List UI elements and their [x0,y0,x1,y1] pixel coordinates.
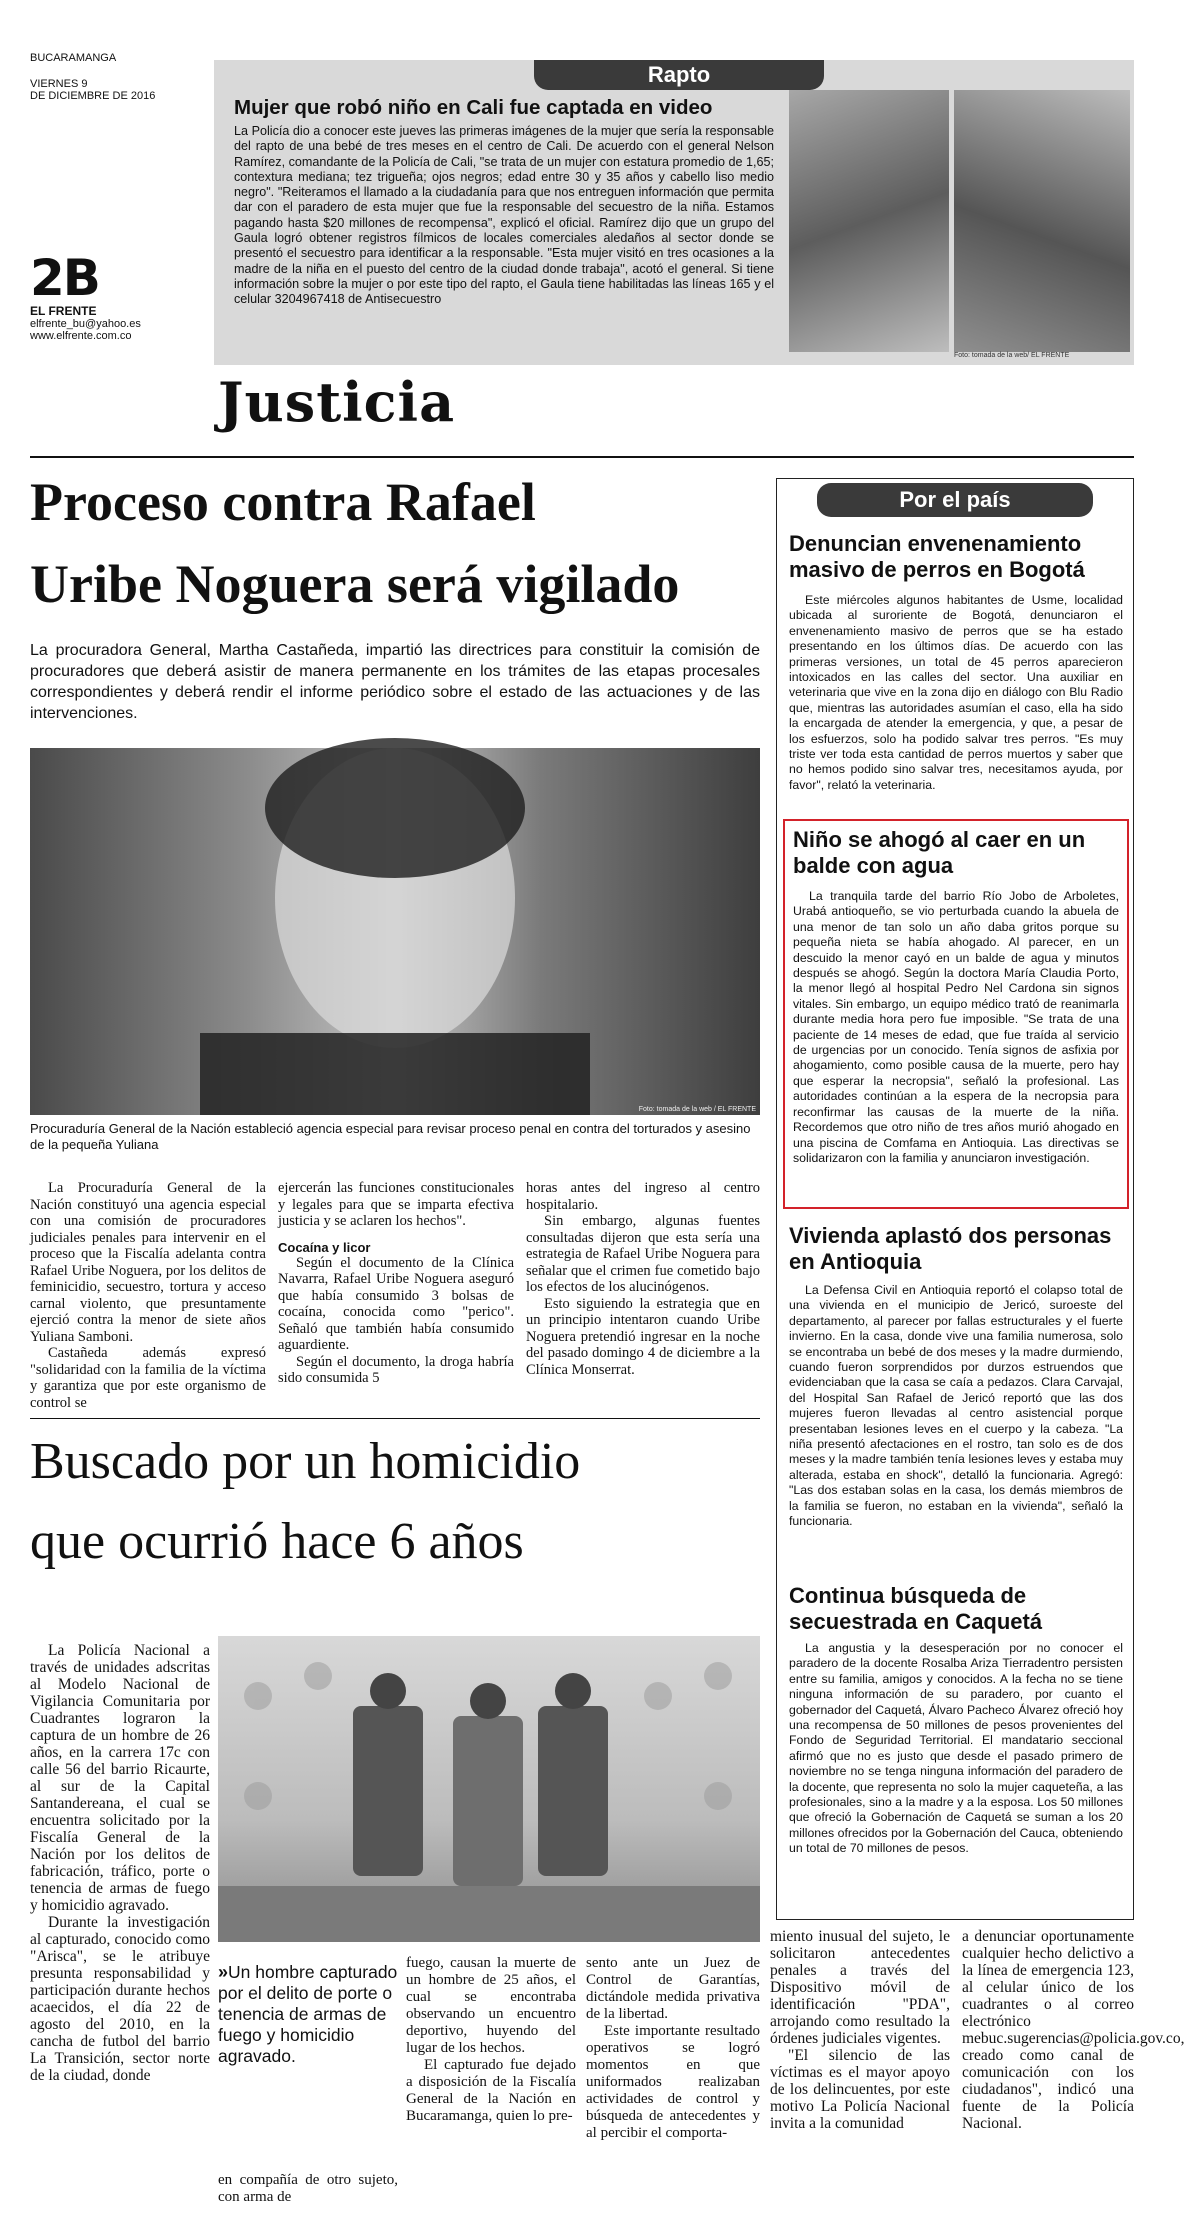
second-photo [218,1636,760,1942]
main-headline-line-2: Uribe Noguera será vigilado [30,554,680,614]
sidebar [776,478,1134,1920]
sidebar-item-body: La angustia y la desesperación por no conocer el paradero de la docente Rosalba Ariza Tierradentro persisten entre su familia, amigos y conocidos. A la fecha no se tiene ninguna información de su paradero, por cuanto el gobernador del Caquetá, Álvaro Pacheco Álvarez ofreció hoy una recompensa de 50 millones de pesos provenientes del Fondo de Seguridad Territorial. El mandatario seccional afirmó que no es justo que desde el pasado primero de noviembre no se tenga ninguna información del paradero de la docente, que representa no solo la mujer caqueteña, a las profesionales, sino a la madre y a la esposa. Los 50 millones que ofreció la Gobernación de Caquetá se suman a los 20 millones ofrecidos por la Gobernación del Cauca, obteniendo un total de 70 millones de pesos. [789,1641,1123,1856]
second-col6-p1: a denunciar oportunamente cualquier hecho delictivo a la línea de emergencia 123, al celular único de los cuadrantes o al correo electrónico mebuc.sugerencias@policia.gov.co, creado como canal de comunicación con los ciudadanos", indicó una fuente de la Policía Nacional. [962,1928,1184,2132]
website: www.elfrente.com.co [30,330,132,342]
main-col-3 [526,1180,760,1378]
sidebar-item [789,531,1123,793]
second-col5-p2: "El silencio de las víctimas es el mayor apoyo de los delincuentes, por este motivo La Policía Nacional invita a la comunidad [770,2047,950,2132]
rapto-photo-2 [954,90,1130,352]
main-col1-p2: Castañeda además expresó "solidaridad con la familia de la víctima y garantiza que por este organismo de control se [30,1345,266,1411]
rapto-body: La Policía dio a conocer este jueves las primeras imágenes de la mujer que sería la responsable del rapto de una bebé de tres meses en el centro de Cali. De acuerdo con el general Nelson Ramírez, comandante de la Policía de Cali, "se trata de un mujer con estatura promedio de 1,65; contextura mediana; tez trigueña; ojos negros; edad entre 30 y 35 años y cabello liso medio negro". "Reiteramos el llamado a la ciudadanía para que nos entreguen información que permita dar con el paradero de esta mujer que fue la responsable del secuestro de la niña. Estamos pagando hasta $20 millones de recompensa", explicó el oficial. Ramírez dijo que un grupo del Gaula logró obtener registros fílmicos de locales comerciales aledaños al sector donde se presentó el secuestro para identificar a la responsable. "Esta mujer visitó en tres ocasiones a la madre de la niña en el puesto del centro de la ciudad donde trabaja", acotó el general. Si tiene información sobre la mujer o por este tipo del rapto, el Gaula tiene habilitadas las líneas 165 y el celular 3204967418 de Antisecuestro [234,124,775,307]
sidebar-item-title: Denuncian envenenamiento masivo de perros en Bogotá [789,531,1085,582]
date-line-2: DE DICIEMBRE DE 2016 [30,90,156,102]
portrait-figure [30,748,760,1115]
second-col4-p1: sento ante un Juez de Control de Garantías, dictándole medida privativa de la libertad. [586,1955,760,2022]
second-col-1 [30,1642,210,2084]
second-col4-p2: Este importante resultado operativos se logró momentos en que uniformados realizaban actividades de control y búsqueda de antecedentes y al percibir el comporta- [586,2023,760,2141]
main-headline-line-1: Proceso contra Rafael [30,472,536,532]
second-col-4 [586,1955,760,2142]
sidebar-item-title: Niño se ahogó al caer en un balde con agua [793,827,1086,878]
sidebar-item-title: Vivienda aplastó dos personas en Antioquia [789,1223,1112,1274]
main-col2-p1: ejercerán las funciones constitucionales y legales para que se imparta efectiva justicia y se aclaren los hechos". [278,1180,514,1229]
main-col-1 [30,1180,266,1411]
city: BUCARAMANGA [30,52,117,64]
sidebar-item-body: La tranquila tarde del barrio Río Jobo de Arboletes, Urabá antioqueño, se vio perturbada cuando la abuela de una menor de tan solo un año daba gritos porque su pequeña nieta se había ahogado. Al parecer, en un descuido la menor cayó en un balde de agua y minutos después se ahogó. Según la doctora María Claudia Porto, la menor llegó al hospital Pedro Nel Cardona sin signos vitales. Sin embargo, un equipo médico trató de reanimarla durante media hora pero fue imposible. "Se trata de una paciente de 14 meses de edad, que fue traída al servicio de urgencias por un conocido. Tenía signos de asfixia por ahogamiento, como posible causa de la muerte, pero hay que esperar la necropsia", señaló la profesional. Las autoridades continúan a la espera de la necropsia para reconfirmar las causas de la muerte de la niña. Recordemos que otro niño de tres años murió ahogado en una piscina de Comfama en Antioquia. Las directivas se solidarizaron con la familia y anunciaron investigación. [793,889,1119,1165]
detainee-figures [218,1636,760,1942]
sidebar-item-body: La Defensa Civil en Antioquia reportó el colapso total de una vivienda en el municipio de Jericó, suroeste del departamento, al parecer por fallas estructurales y el fuerte invierno. En la casa, donde vive una familia numerosa, solo se encontraba un bebé de dos meses y la madre durmiendo, cuando fueron sorprendidos por durzos estruendos que evidenciaban que la casa se caía a pedazos. Clara Carvajal, del Hospital San Rafael de Jericó reportó que las dos mujeres fueron llevadas al centro asistencial porque presentaban lesiones leves en el cuerpo y la cabeza. "La niña presentó afectaciones en el rostro, tan solo es de dos meses y la madre también tenía lesiones leves y estaba muy alterada, estaba en shock", detalló la funcionaria. Agregó: "Las dos estaban solas en la casa, los demás miembros de la familia se fueron, no estaban en la vivienda", señaló la funcionaria. [789,1283,1123,1529]
main-col3-p2: Sin embargo, algunas fuentes consultadas dijeron que esta sería una estrategia de Rafael Uribe Noguera para señalar que el crimen fue cometido bajo los efectos de los alucinógenos. [526,1213,760,1295]
sidebar-item [789,1583,1123,1857]
rapto-tag: Rapto [534,60,824,90]
second-col1-p2: Durante la investigación al capturado, conocido como "Arisca", se le atribuye presunta responsabilidad y participación durante hechos acaecidos, el día 22 de agosto del 2010, en la cancha de futbol del barrio La Transición, sector norte de la ciudad, donde [30,1914,210,2084]
article-divider [30,1418,760,1419]
second-col3-p2: El capturado fue dejado a disposición de la Fiscalía General de la Nación en Bucaramanga, quien lo pre- [406,2057,576,2124]
section-rule [30,456,1134,458]
rapto-photo-1 [789,90,949,352]
second-headline-line-1: Buscado por un homicidio [30,1433,581,1490]
main-col-2 [278,1180,514,1387]
second-headline-line-2: que ocurrió hace 6 años [30,1513,524,1570]
main-col2-subhead: Cocaína y licor [278,1239,371,1255]
main-col2-p3: Según el documento, la droga habría sido consumida 5 [278,1353,514,1386]
pullquote-arrow-icon: » [218,1962,229,1982]
sidebar-tag: Por el país [817,483,1093,517]
second-col5-p1: miento inusual del sujeto, le solicitaron antecedentes penales a través del Dispositivo móvil de identificación "PDA", arrojando como resultado la órdenes judiciales vigentes. [770,1928,950,2047]
second-col1-p1: La Policía Nacional a través de unidades adscritas al Modelo Nacional de Vigilancia Comunitaria por Cuadrantes lograron la captura de un hombre de 26 años, en la carrera 17c con calle 56 del barrio Ricaurte, al sur de la Capital Santandereana, el cual se encuentra solicitado por la Fiscalía General de la Nación por los delitos de fabricación, tráfico, porte o tenencia de armas de fuego y homicidio agravado. [30,1642,210,1914]
main-col2-p2: Según el documento de la Clínica Navarra, Rafael Uribe Noguera aseguró que había consumido 3 bolsas de cocaína, conocida como "perico". Señaló que también había consumido aguardiente. [278,1254,514,1353]
main-lead: La procuradora General, Martha Castañeda, impartió las directrices para constituir la comisión de procuradores que deberá asistir de manera permanente en los trámites de las etapas procesales correspondientes y deberá rendir el informe periódico sobre el estado de las actuaciones y de las intervenciones. [30,642,760,722]
sidebar-item-highlighted [783,819,1129,1209]
second-col3-p1: fuego, causan la muerte de un hombre de 25 años, el cual se encontraba observando un encuentro deportivo, huyendo del lugar de los hechos. [406,1955,576,2056]
sidebar-item [789,1223,1123,1530]
pullquote-text: Un hombre capturado por el delito de porte o tenencia de armas de fuego y homicidio agravado. [218,1962,398,2066]
paper-name: EL FRENTE [30,304,97,318]
second-pullquote [218,1962,398,2067]
main-col3-p3: Esto siguiendo la estrategia que en un principio intentaron cuando Uribe Noguera pretendió ingresar en la noche del pasado domingo 4 de diciembre a la Clínica Monserrat. [526,1295,760,1378]
main-caption: Procuraduría General de la Nación estableció agencia especial para revisar proceso penal en contra del torturados y asesino de la pequeña Yuliana [30,1121,751,1152]
rapto-title: Mujer que robó niño en Cali fue captada en video [234,96,713,119]
rapto-box [214,60,1134,365]
second-col-3 [406,1955,576,2125]
main-photo-credit: Foto: tomada de la web / EL FRENTE [638,1106,756,1113]
section-title: Justicia [218,370,456,434]
second-col2-tail: en compañía de otro sujeto, con arma de [218,2172,398,2205]
date-line-1: VIERNES 9 [30,78,88,90]
masthead [30,52,220,382]
sidebar-item-title: Continua búsqueda de secuestrada en Caquetá [789,1583,1043,1634]
email: elfrente_bu@yahoo.es [30,318,141,330]
main-col1-p1: La Procuraduría General de la Nación constituyó una agencia especial con una comisión de procuradores judiciales penales para intervenir en el proceso que la Fiscalía adelanta contra Rafael Uribe Noguera, por los delitos de feminicidio, secuestro, tortura y acceso carnal violento, que presuntamente ejerció contra la menor de siete años Yuliana Samboni. [30,1180,266,1345]
rapto-photo-credit: Foto: tomada de la web/ EL FRENTE [954,352,1070,359]
page-number: 2B [30,249,99,307]
main-col3-p1: horas antes del ingreso al centro hospitalario. [526,1180,760,1213]
main-photo [30,748,760,1115]
second-col-6 [962,1928,1184,2132]
sidebar-item-body: Este miércoles algunos habitantes de Usme, localidad ubicada al suroriente de Bogotá, denunciaron el envenenamiento masivo de perros que se ha estado presentando en los últimos días. De acuerdo con las primeras versiones, un total de 45 perros aparecieron intoxicados en las calles del sector. Una auxiliar en veterinaria que vive en la zona dijo en diálogo con Blu Radio que, mientras las autoridades asumían el caso, ella ha sido la encargada de atender la emergencia, y que, a pesar de los esfuerzos, solo ha podido salvar tres perros. "Es muy triste ver toda esta cantidad de perros muertos y saber que no hemos podido sino salvar tres, necesitamos ayuda, por favor", relató la veterinaria. [789,593,1123,792]
second-col-5 [770,1928,950,2132]
